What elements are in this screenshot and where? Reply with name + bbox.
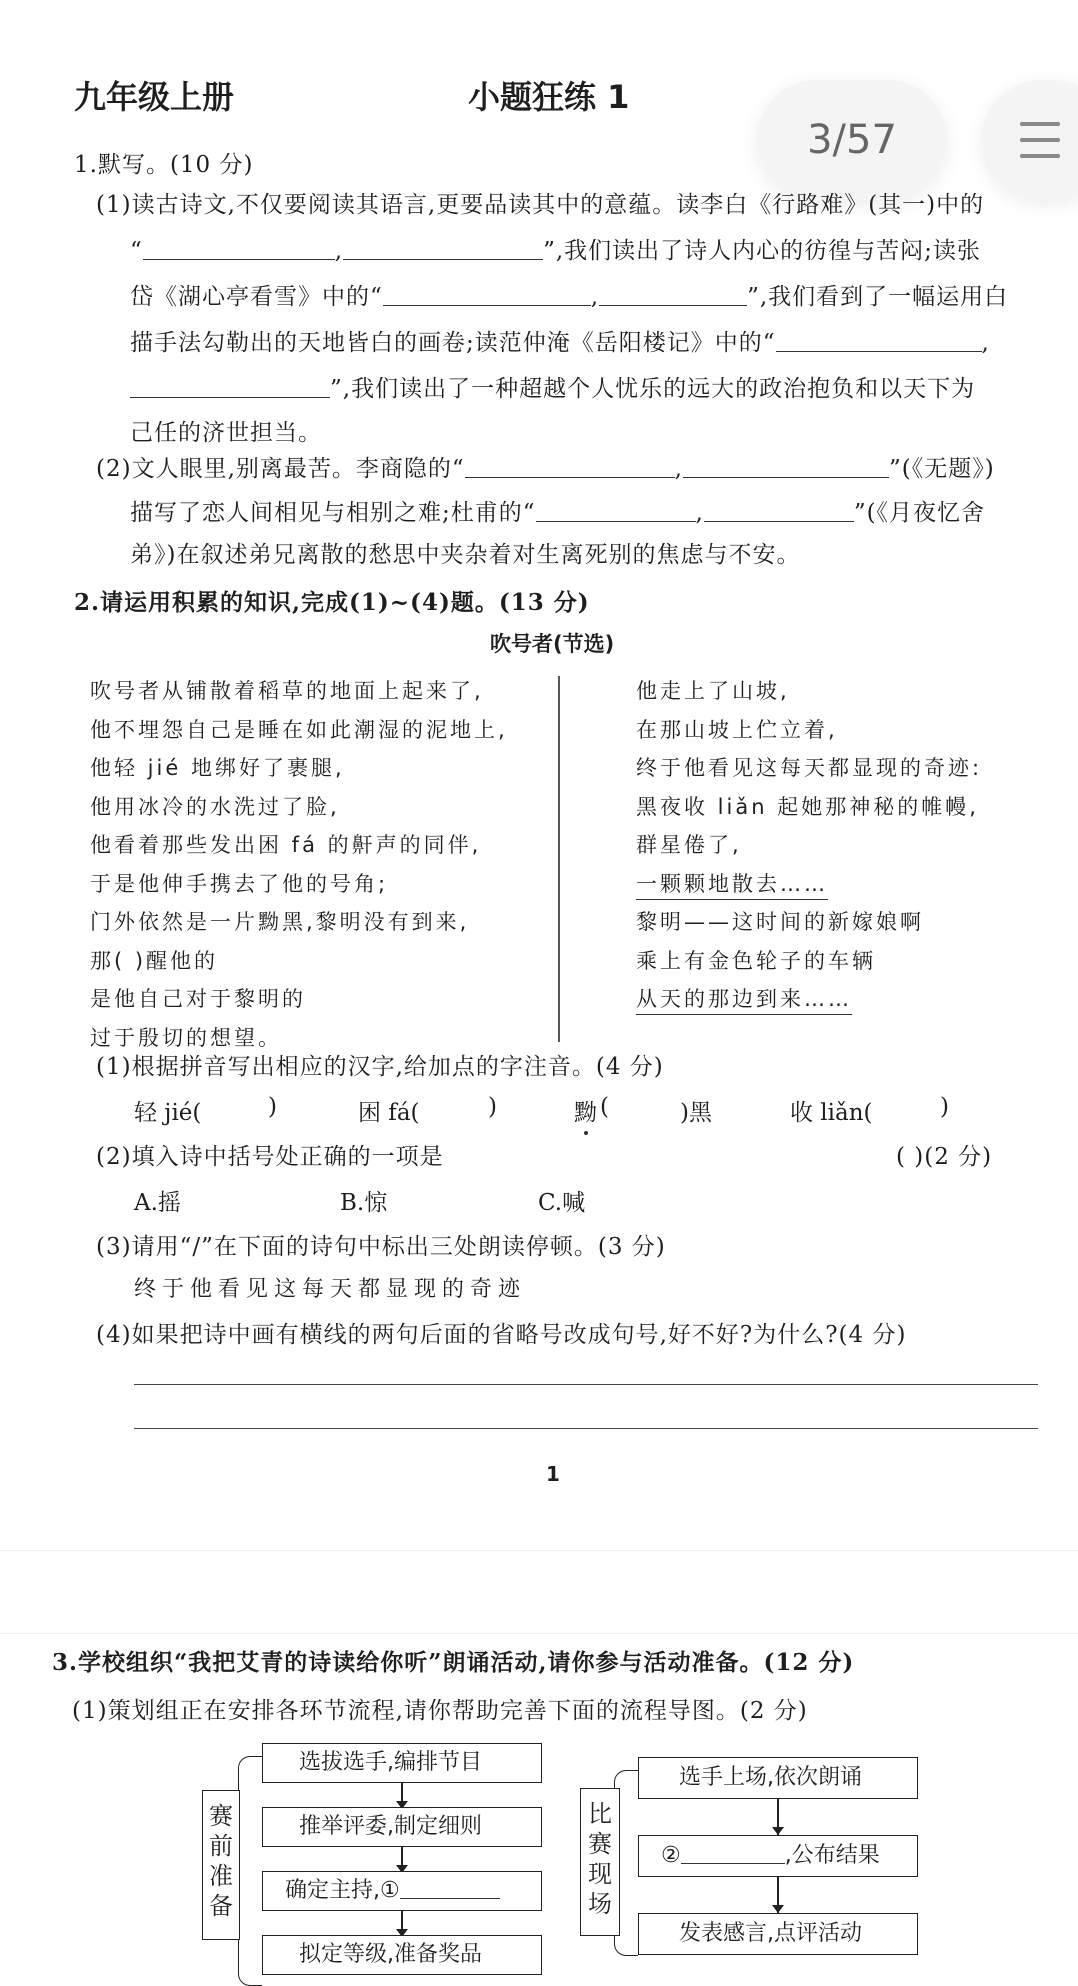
paren-close[interactable]: ) <box>488 1094 497 1120</box>
answer-line[interactable] <box>134 1384 1038 1385</box>
q2-sub4: (4)如果把诗中画有横线的两句后面的省略号改成句号,好不好?为什么?(4 分) <box>96 1322 907 1348</box>
answer-blank[interactable] <box>704 500 854 522</box>
label-char: 比 <box>588 1800 612 1828</box>
answer-blank[interactable] <box>343 238 543 260</box>
q1-part1-line1: (1)读古诗文,不仅要阅读其语言,更要品读其中的意蕴。读李白《行路难》(其一)中的 <box>96 192 985 218</box>
answer-blank[interactable] <box>383 284 591 306</box>
q2-sub1: (1)根据拼音写出相应的汉字,给加点的字注音。(4 分) <box>96 1054 664 1080</box>
label-char: 场 <box>588 1890 612 1918</box>
q3-sub1: (1)策划组正在安排各环节流程,请你帮助完善下面的流程导图。(2 分) <box>72 1698 808 1724</box>
flow-right-label <box>580 1788 620 1936</box>
flow-step-text: 确定主持,① <box>285 1878 400 1903</box>
q2-sub1-items <box>134 1094 1034 1124</box>
flow-left-label <box>202 1790 240 1940</box>
q1-part1-line2-text: ”,我们读出了诗人内心的彷徨与苦闷;读张 <box>543 238 981 264</box>
q2-sub3-verse[interactable]: 终于他看见这每天都显现的奇迹 <box>134 1277 527 1302</box>
answer-blank[interactable] <box>681 1844 785 1864</box>
answer-blank[interactable] <box>599 284 747 306</box>
poem-title: 吹号者(节选) <box>490 632 615 656</box>
q1-part1-line4 <box>130 324 990 357</box>
option-a[interactable]: A.摇 <box>134 1190 181 1216</box>
question-2-heading: 2.请运用积累的知识,完成(1)~(4)题。(13 分) <box>74 589 590 616</box>
q1-part1-line3-text: 岱《湖心亭看雪》中的“ <box>130 284 383 310</box>
menu-icon-bar <box>1020 154 1060 158</box>
answer-line[interactable] <box>134 1428 1038 1429</box>
q2-sub2-score[interactable]: ( )(2 分) <box>896 1144 993 1170</box>
answer-blank[interactable] <box>536 500 696 522</box>
poem-line: 他用冰冷的水洗过了脸, <box>90 794 340 819</box>
answer-blank[interactable] <box>465 456 675 478</box>
page-header-grade: 九年级上册 <box>74 78 235 116</box>
poem-divider <box>558 676 560 1042</box>
poem-line: 那( )醒他的 <box>90 948 219 973</box>
comma: , <box>674 456 683 482</box>
flow-step: 推举评委,制定细则 <box>262 1807 542 1847</box>
q2-sub2: (2)填入诗中括号处正确的一项是 <box>96 1144 444 1170</box>
quote-open: “ <box>130 238 143 264</box>
page-number: 1 <box>546 1462 560 1486</box>
comma: , <box>981 330 990 356</box>
q1-part2-line1 <box>96 450 995 483</box>
item-jie: 轻 jié( <box>134 1100 202 1126</box>
flow-step: 拟定等级,准备奖品 <box>262 1935 542 1975</box>
page-indicator[interactable]: 3/57 <box>757 80 947 200</box>
arrow-down-icon <box>772 1905 784 1913</box>
poem-line: 黎明——这时间的新嫁娘啊 <box>636 910 924 934</box>
poem-line-underlined <box>636 980 982 1019</box>
page-separator <box>0 1550 1078 1634</box>
answer-blank[interactable] <box>130 376 330 398</box>
underlined-text: 一颗颗地散去…… <box>636 872 828 900</box>
q1-part2-line2 <box>130 494 985 527</box>
menu-icon-bar <box>1020 138 1060 142</box>
arrow-down-icon <box>772 1827 784 1835</box>
menu-button[interactable] <box>982 80 1078 200</box>
flow-step-blank <box>638 1835 918 1877</box>
q1-part1-line6: 己任的济世担当。 <box>130 420 322 446</box>
comma: , <box>334 238 344 264</box>
item-you: 黝 <box>574 1100 597 1126</box>
question-1-heading: 1.默写。(10 分) <box>74 152 254 178</box>
q1-part1-line5-text: ”,我们读出了一种超越个人忧乐的远大的政治抱负和以天下为 <box>330 376 976 402</box>
poem-line: 是他自己对于黎明的 <box>90 987 306 1011</box>
flow-step: 发表感言,点评活动 <box>638 1913 918 1955</box>
poem-line: 乘上有金色轮子的车辆 <box>636 948 876 973</box>
q1-part2-line2-text: 描写了恋人间相见与相别之难;杜甫的“ <box>130 500 536 526</box>
answer-blank[interactable] <box>143 238 335 260</box>
label-char: 前 <box>209 1832 233 1860</box>
poem-line: 于是他伸手携去了他的号角; <box>90 871 389 896</box>
poem-line-underlined <box>636 865 982 904</box>
answer-blank[interactable] <box>683 456 889 478</box>
q1-part1-line4-text: 描手法勾勒出的天地皆白的画卷;读范仲淹《岳阳楼记》中的“ <box>130 330 776 356</box>
item-you-end: )黑 <box>680 1100 712 1126</box>
label-char: 现 <box>588 1860 612 1888</box>
poem-line: 过于殷切的想望。 <box>90 1025 282 1050</box>
paren-open[interactable]: ( <box>600 1094 609 1120</box>
bracket-left <box>238 1756 262 1986</box>
poem-line: 他不埋怨自己是睡在如此潮湿的泥地上, <box>90 717 508 742</box>
menu-icon <box>1020 122 1060 126</box>
poem-line: 他走上了山坡, <box>636 679 790 703</box>
label-char: 备 <box>209 1892 233 1920</box>
poem-line: 他看着那些发出困 fá 的鼾声的同伴, <box>90 833 482 857</box>
item-fa: 困 fá( <box>358 1100 420 1126</box>
answer-blank[interactable] <box>400 1879 500 1899</box>
poem-line: 吹号者从铺散着稻草的地面上起来了, <box>90 679 484 703</box>
option-c[interactable]: C.喊 <box>538 1190 586 1216</box>
flow-step: 选拔选手,编排节目 <box>262 1743 542 1783</box>
flow-step-blank <box>262 1871 542 1911</box>
label-char: 准 <box>209 1862 233 1890</box>
item-lian: 收 liǎn( <box>790 1100 873 1126</box>
paren-close[interactable]: ) <box>268 1094 277 1120</box>
q2-sub3: (3)请用“/”在下面的诗句中标出三处朗读停顿。(3 分) <box>96 1234 666 1260</box>
q1-part1-line3 <box>130 278 1008 311</box>
poem-line: 在那山坡上伫立着, <box>636 717 838 742</box>
answer-blank[interactable] <box>776 330 982 352</box>
poem-line: 终于他看见这每天都显现的奇迹: <box>636 756 983 780</box>
option-b[interactable]: B.惊 <box>340 1190 388 1216</box>
q1-part1-line5 <box>130 370 975 403</box>
comma: , <box>695 500 704 526</box>
comma: , <box>590 284 600 310</box>
label-char: 赛 <box>209 1802 233 1830</box>
label-char: 赛 <box>588 1830 612 1858</box>
poem-right-column <box>636 672 982 1019</box>
flow-step: 选手上场,依次朗诵 <box>638 1757 918 1799</box>
underlined-text: 从天的那边到来…… <box>636 987 852 1015</box>
poem-line: 他轻 jié 地绑好了裹腿, <box>90 756 345 780</box>
q1-part1-line3-end: ”,我们看到了一幅运用白 <box>747 284 1009 310</box>
q1-part2-line3: 弟》)在叙述弟兄离散的愁思中夹杂着对生离死别的焦虑与不安。 <box>130 542 801 568</box>
q1-part2-line1-end: ”(《无题》) <box>888 456 995 482</box>
poem-line: 黑夜收 liǎn 起她那神秘的帷幔, <box>636 794 979 819</box>
question-3-heading: 3.学校组织“我把艾青的诗读给你听”朗诵活动,请你参与活动准备。(12 分) <box>52 1649 855 1676</box>
flow-step-marker: ② <box>661 1843 681 1868</box>
poem-left-column <box>90 672 508 1057</box>
page-header-practice: 小题狂练 1 <box>468 78 630 116</box>
q1-part2-line2-end: ”(《月夜忆舍 <box>853 500 986 526</box>
poem-line: 群星倦了, <box>636 833 742 857</box>
poem-line: 门外依然是一片黝黑,黎明没有到来, <box>90 910 470 934</box>
flow-step-text: ,公布结果 <box>784 1843 880 1868</box>
paren-close[interactable]: ) <box>940 1094 949 1120</box>
q1-part2-line1-text: (2)文人眼里,别离最苦。李商隐的“ <box>96 456 465 482</box>
q1-part1-line2 <box>130 232 981 265</box>
